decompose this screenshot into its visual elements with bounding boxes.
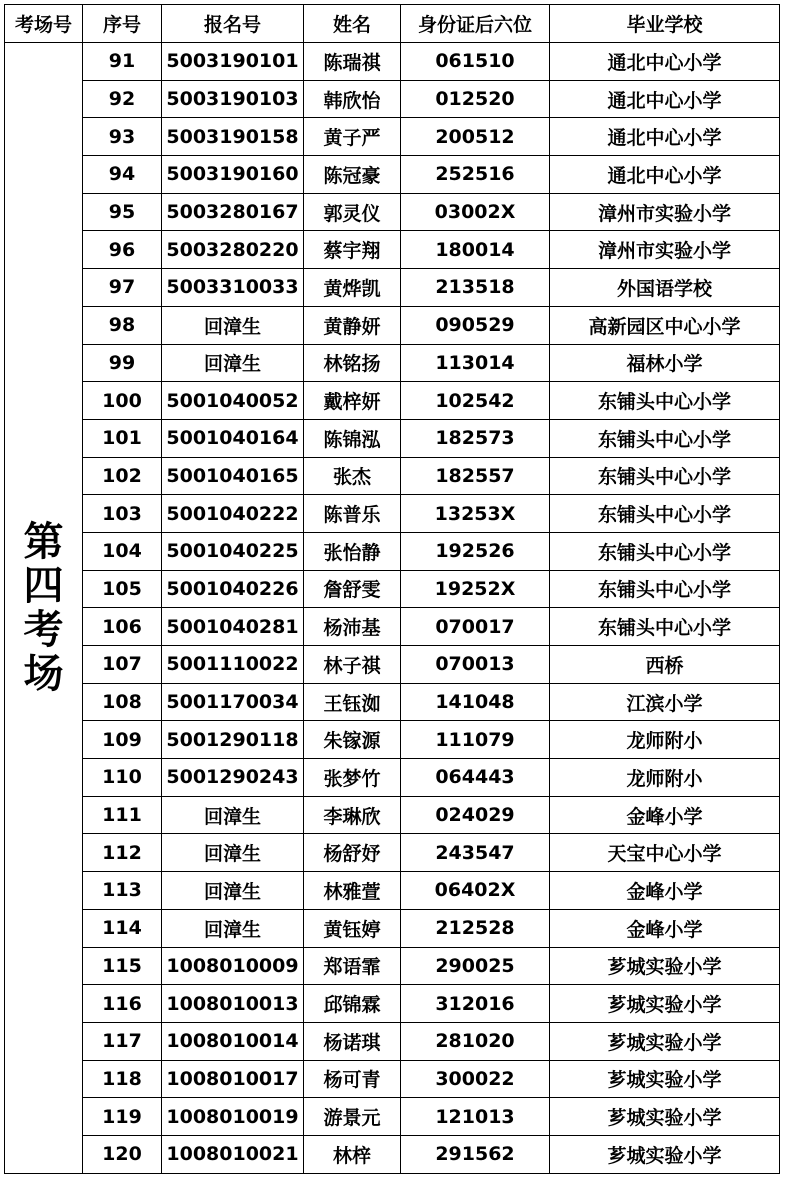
registration-number-cell: 5003280220 <box>162 231 304 269</box>
graduation-school-cell: 芗城实验小学 <box>550 1135 780 1173</box>
student-name-cell: 黄烨凯 <box>304 269 401 307</box>
table-row <box>5 608 780 646</box>
graduation-school-cell: 江滨小学 <box>550 683 780 721</box>
table-row <box>5 1022 780 1060</box>
seq-cell: 118 <box>83 1060 162 1098</box>
student-name-cell: 蔡宇翔 <box>304 231 401 269</box>
seq-cell: 117 <box>83 1022 162 1060</box>
id-last-six-cell: 13253X <box>401 495 550 533</box>
id-last-six-cell: 012520 <box>401 80 550 118</box>
student-name-cell: 郑语霏 <box>304 947 401 985</box>
id-last-six-cell: 200512 <box>401 118 550 156</box>
registration-number-cell: 回漳生 <box>162 834 304 872</box>
graduation-school-cell: 东铺头中心小学 <box>550 495 780 533</box>
registration-number-cell: 5003310033 <box>162 269 304 307</box>
seq-cell: 103 <box>83 495 162 533</box>
seq-cell: 97 <box>83 269 162 307</box>
table-row <box>5 306 780 344</box>
graduation-school-cell: 芗城实验小学 <box>550 1098 780 1136</box>
table-row <box>5 156 780 194</box>
student-name-cell: 杨舒妤 <box>304 834 401 872</box>
graduation-school-cell: 西桥 <box>550 646 780 684</box>
table-row <box>5 721 780 759</box>
seq-cell: 94 <box>83 156 162 194</box>
registration-number-cell: 5003190158 <box>162 118 304 156</box>
id-last-six-cell: 070013 <box>401 646 550 684</box>
registration-number-cell: 1008010021 <box>162 1135 304 1173</box>
table-row <box>5 457 780 495</box>
student-name-cell: 游景元 <box>304 1098 401 1136</box>
id-last-six-cell: 064443 <box>401 759 550 797</box>
student-name-cell: 杨可青 <box>304 1060 401 1098</box>
student-name-cell: 郭灵仪 <box>304 193 401 231</box>
id-last-six-cell: 19252X <box>401 570 550 608</box>
table-row <box>5 872 780 910</box>
student-name-cell: 李琳欣 <box>304 796 401 834</box>
registration-number-cell: 5001040222 <box>162 495 304 533</box>
registration-number-cell: 5001040226 <box>162 570 304 608</box>
id-last-six-cell: 111079 <box>401 721 550 759</box>
registration-number-cell: 5003280167 <box>162 193 304 231</box>
graduation-school-cell: 通北中心小学 <box>550 80 780 118</box>
id-last-six-cell: 03002X <box>401 193 550 231</box>
seq-cell: 99 <box>83 344 162 382</box>
registration-number-cell: 5003190103 <box>162 80 304 118</box>
student-name-cell: 黄静妍 <box>304 306 401 344</box>
seq-cell: 107 <box>83 646 162 684</box>
header-row <box>5 5 780 43</box>
id-last-six-cell: 121013 <box>401 1098 550 1136</box>
seq-cell: 91 <box>83 43 162 81</box>
table-row <box>5 1098 780 1136</box>
seq-cell: 102 <box>83 457 162 495</box>
graduation-school-cell: 龙师附小 <box>550 721 780 759</box>
graduation-school-cell: 外国语学校 <box>550 269 780 307</box>
student-name-cell: 陈普乐 <box>304 495 401 533</box>
exam-room-label: 第 四 考 场 <box>5 43 83 1174</box>
graduation-school-cell: 芗城实验小学 <box>550 985 780 1023</box>
student-name-cell: 陈瑞祺 <box>304 43 401 81</box>
header-name: 姓名 <box>304 5 401 43</box>
table-row <box>5 382 780 420</box>
graduation-school-cell: 东铺头中心小学 <box>550 570 780 608</box>
table-row <box>5 193 780 231</box>
id-last-six-cell: 090529 <box>401 306 550 344</box>
seq-cell: 109 <box>83 721 162 759</box>
seq-cell: 120 <box>83 1135 162 1173</box>
table-row <box>5 80 780 118</box>
table-row <box>5 269 780 307</box>
table-row <box>5 985 780 1023</box>
student-name-cell: 张怡静 <box>304 532 401 570</box>
registration-number-cell: 5001290118 <box>162 721 304 759</box>
id-last-six-cell: 061510 <box>401 43 550 81</box>
header-id-last-six: 身份证后六位 <box>401 5 550 43</box>
graduation-school-cell: 东铺头中心小学 <box>550 608 780 646</box>
id-last-six-cell: 070017 <box>401 608 550 646</box>
seq-cell: 114 <box>83 909 162 947</box>
id-last-six-cell: 252516 <box>401 156 550 194</box>
registration-number-cell: 5001110022 <box>162 646 304 684</box>
registration-number-cell: 回漳生 <box>162 909 304 947</box>
seq-cell: 110 <box>83 759 162 797</box>
exam-room-table <box>4 4 780 1174</box>
student-name-cell: 张梦竹 <box>304 759 401 797</box>
student-name-cell: 林铭扬 <box>304 344 401 382</box>
header-registration-number: 报名号 <box>162 5 304 43</box>
graduation-school-cell: 东铺头中心小学 <box>550 419 780 457</box>
student-name-cell: 黄钰婷 <box>304 909 401 947</box>
registration-number-cell: 回漳生 <box>162 344 304 382</box>
graduation-school-cell: 芗城实验小学 <box>550 1060 780 1098</box>
id-last-six-cell: 300022 <box>401 1060 550 1098</box>
id-last-six-cell: 182557 <box>401 457 550 495</box>
registration-number-cell: 回漳生 <box>162 796 304 834</box>
registration-number-cell: 回漳生 <box>162 872 304 910</box>
seq-cell: 93 <box>83 118 162 156</box>
seq-cell: 104 <box>83 532 162 570</box>
id-last-six-cell: 113014 <box>401 344 550 382</box>
graduation-school-cell: 漳州市实验小学 <box>550 193 780 231</box>
graduation-school-cell: 通北中心小学 <box>550 118 780 156</box>
id-last-six-cell: 290025 <box>401 947 550 985</box>
seq-cell: 116 <box>83 985 162 1023</box>
seq-cell: 115 <box>83 947 162 985</box>
table-row <box>5 43 780 81</box>
student-name-cell: 林子祺 <box>304 646 401 684</box>
table-row <box>5 231 780 269</box>
graduation-school-cell: 芗城实验小学 <box>550 947 780 985</box>
registration-number-cell: 5001040052 <box>162 382 304 420</box>
id-last-six-cell: 212528 <box>401 909 550 947</box>
student-name-cell: 王钰洳 <box>304 683 401 721</box>
student-name-cell: 林梓 <box>304 1135 401 1173</box>
student-name-cell: 戴梓妍 <box>304 382 401 420</box>
seq-cell: 105 <box>83 570 162 608</box>
registration-number-cell: 1008010014 <box>162 1022 304 1060</box>
seq-cell: 100 <box>83 382 162 420</box>
seq-cell: 95 <box>83 193 162 231</box>
registration-number-cell: 1008010009 <box>162 947 304 985</box>
seq-cell: 108 <box>83 683 162 721</box>
graduation-school-cell: 天宝中心小学 <box>550 834 780 872</box>
table-row <box>5 419 780 457</box>
table-row <box>5 1135 780 1173</box>
id-last-six-cell: 102542 <box>401 382 550 420</box>
id-last-six-cell: 291562 <box>401 1135 550 1173</box>
table-row <box>5 947 780 985</box>
registration-number-cell: 5001170034 <box>162 683 304 721</box>
registration-number-cell: 5003190101 <box>162 43 304 81</box>
student-name-cell: 杨诺琪 <box>304 1022 401 1060</box>
graduation-school-cell: 东铺头中心小学 <box>550 382 780 420</box>
id-last-six-cell: 312016 <box>401 985 550 1023</box>
graduation-school-cell: 金峰小学 <box>550 909 780 947</box>
table-row <box>5 344 780 382</box>
id-last-six-cell: 024029 <box>401 796 550 834</box>
registration-number-cell: 1008010019 <box>162 1098 304 1136</box>
table-row <box>5 646 780 684</box>
table-row <box>5 118 780 156</box>
table-row <box>5 909 780 947</box>
registration-number-cell: 5001040225 <box>162 532 304 570</box>
seq-cell: 113 <box>83 872 162 910</box>
id-last-six-cell: 281020 <box>401 1022 550 1060</box>
table-row <box>5 495 780 533</box>
registration-number-cell: 5001040281 <box>162 608 304 646</box>
student-name-cell: 张杰 <box>304 457 401 495</box>
registration-number-cell: 1008010013 <box>162 985 304 1023</box>
graduation-school-cell: 东铺头中心小学 <box>550 532 780 570</box>
table-body <box>5 43 780 1174</box>
graduation-school-cell: 芗城实验小学 <box>550 1022 780 1060</box>
graduation-school-cell: 高新园区中心小学 <box>550 306 780 344</box>
graduation-school-cell: 通北中心小学 <box>550 156 780 194</box>
table-row <box>5 532 780 570</box>
graduation-school-cell: 东铺头中心小学 <box>550 457 780 495</box>
seq-cell: 98 <box>83 306 162 344</box>
seq-cell: 101 <box>83 419 162 457</box>
id-last-six-cell: 243547 <box>401 834 550 872</box>
header-room-number: 考场号 <box>5 5 83 43</box>
seq-cell: 92 <box>83 80 162 118</box>
id-last-six-cell: 180014 <box>401 231 550 269</box>
registration-number-cell: 5001290243 <box>162 759 304 797</box>
id-last-six-cell: 192526 <box>401 532 550 570</box>
registration-number-cell: 5001040165 <box>162 457 304 495</box>
id-last-six-cell: 06402X <box>401 872 550 910</box>
header-seq: 序号 <box>83 5 162 43</box>
graduation-school-cell: 金峰小学 <box>550 796 780 834</box>
header-graduation-school: 毕业学校 <box>550 5 780 43</box>
student-name-cell: 邱锦霖 <box>304 985 401 1023</box>
table-row <box>5 834 780 872</box>
registration-number-cell: 回漳生 <box>162 306 304 344</box>
seq-cell: 111 <box>83 796 162 834</box>
graduation-school-cell: 福林小学 <box>550 344 780 382</box>
graduation-school-cell: 金峰小学 <box>550 872 780 910</box>
student-name-cell: 韩欣怡 <box>304 80 401 118</box>
student-name-cell: 詹舒雯 <box>304 570 401 608</box>
registration-number-cell: 5001040164 <box>162 419 304 457</box>
student-name-cell: 陈冠豪 <box>304 156 401 194</box>
student-name-cell: 黄子严 <box>304 118 401 156</box>
seq-cell: 96 <box>83 231 162 269</box>
registration-number-cell: 1008010017 <box>162 1060 304 1098</box>
graduation-school-cell: 通北中心小学 <box>550 43 780 81</box>
table-row <box>5 759 780 797</box>
student-name-cell: 林雅萱 <box>304 872 401 910</box>
table-row <box>5 796 780 834</box>
student-name-cell: 朱镓源 <box>304 721 401 759</box>
student-name-cell: 杨沛基 <box>304 608 401 646</box>
seq-cell: 112 <box>83 834 162 872</box>
seq-cell: 106 <box>83 608 162 646</box>
registration-number-cell: 5003190160 <box>162 156 304 194</box>
student-name-cell: 陈锦泓 <box>304 419 401 457</box>
table-row <box>5 1060 780 1098</box>
seq-cell: 119 <box>83 1098 162 1136</box>
id-last-six-cell: 213518 <box>401 269 550 307</box>
id-last-six-cell: 182573 <box>401 419 550 457</box>
id-last-six-cell: 141048 <box>401 683 550 721</box>
table-row <box>5 683 780 721</box>
table-row <box>5 570 780 608</box>
graduation-school-cell: 龙师附小 <box>550 759 780 797</box>
graduation-school-cell: 漳州市实验小学 <box>550 231 780 269</box>
